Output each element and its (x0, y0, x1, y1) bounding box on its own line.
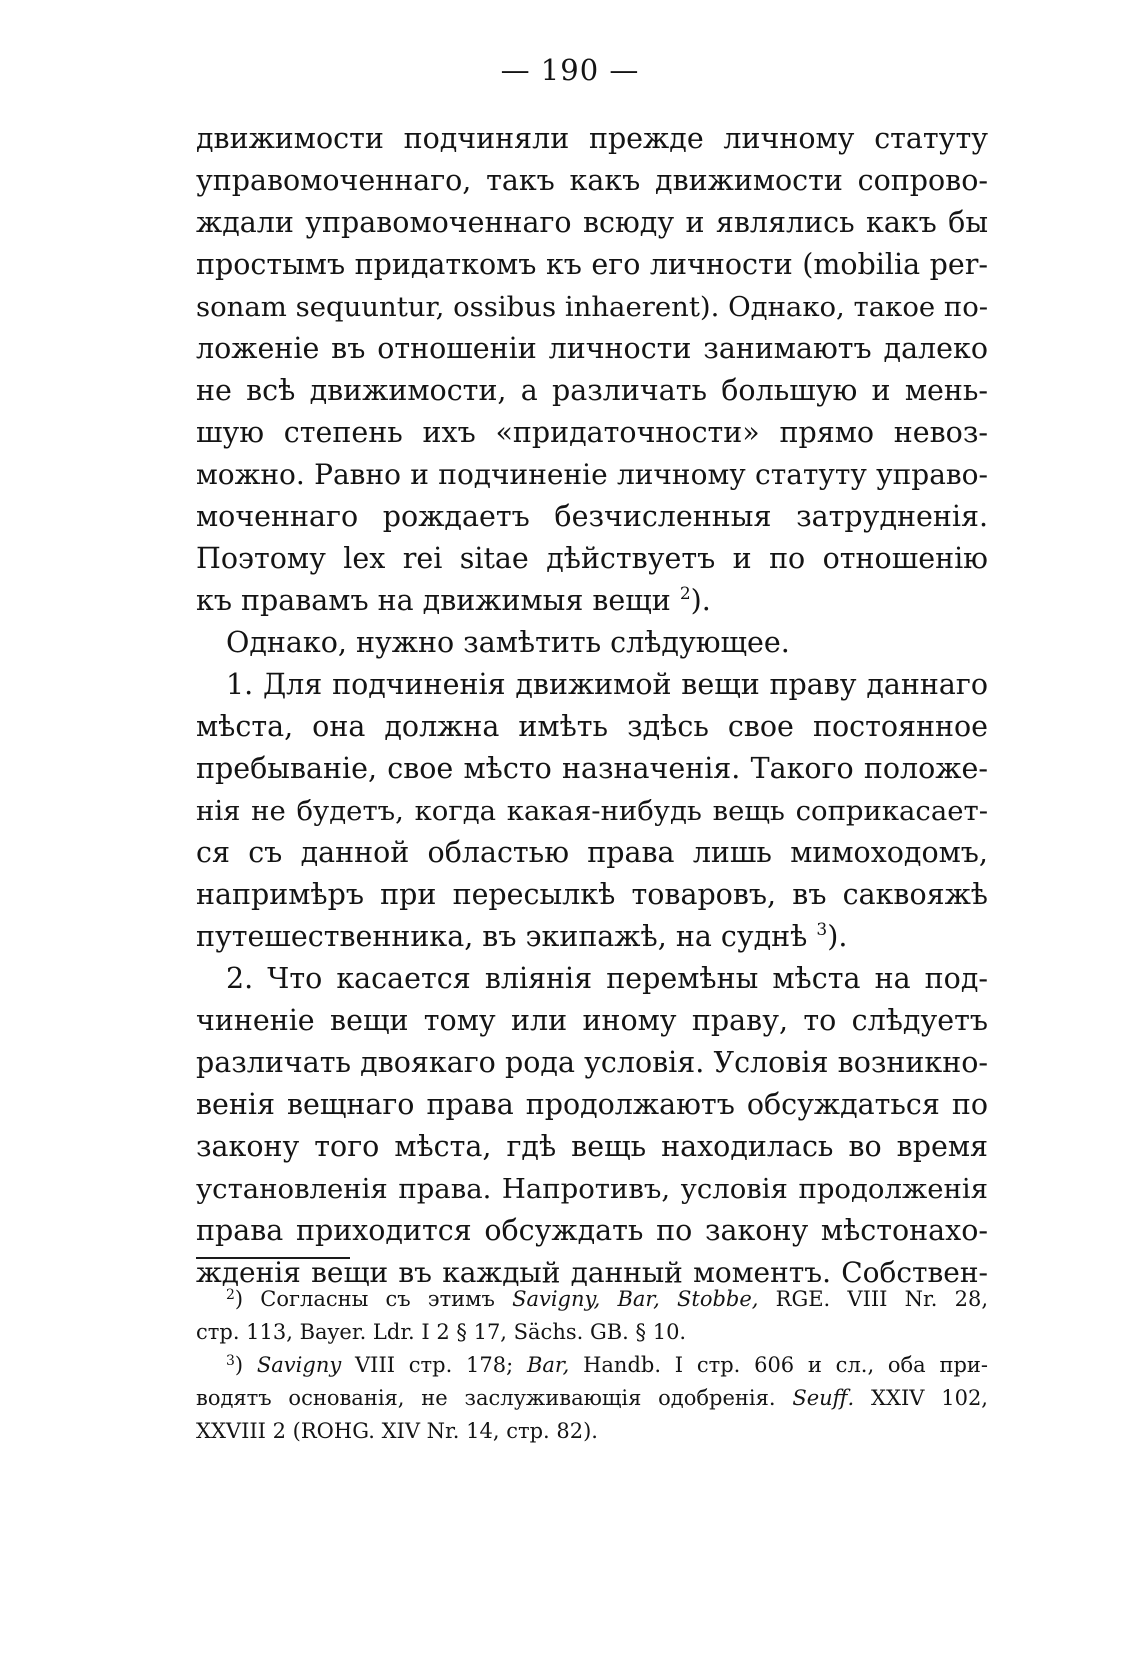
text-line: ся съ данной областью права лишь мимоходомъ, (196, 836, 988, 869)
author-name: Savigny (256, 1353, 342, 1377)
text-line: венія вещнаго права продолжаютъ обсуждаться по (196, 1088, 988, 1121)
footnote-mark: 2 (226, 1287, 235, 1303)
text-line: различать двоякаго рода условія. Условія возникно- (196, 1046, 988, 1079)
text-line: sonam sequuntur, ossibus inhaerent). Однако, такое по- (196, 291, 989, 323)
text-line: Однако, нужно замѣтить слѣдующее. (226, 626, 790, 659)
footnote-3 (196, 1349, 988, 1382)
author-name: Bar, (526, 1353, 570, 1377)
text-line (196, 916, 988, 958)
footnotes (196, 1283, 988, 1448)
text-span: Handb. I стр. 606 и сл., оба при- (569, 1353, 988, 1377)
text-line (196, 580, 988, 622)
text-line: ждали управомоченнаго всюду и являлись какъ бы (196, 206, 988, 239)
author-name: Seuff. (792, 1386, 855, 1410)
text-line: можно. Равно и подчиненіе личному статуту управо- (196, 458, 988, 491)
text-line: напримѣръ при пересылкѣ товаровъ, въ саквояжѣ (196, 878, 988, 911)
footnote-2-line: стр. 113, Bayer. Ldr. I 2 § 17, Sächs. GB. § 10. (196, 1320, 687, 1344)
text-line: пребываніе, свое мѣсто назначенія. Такого положе- (196, 752, 988, 785)
text-line: установленія права. Напротивъ, условія продолженія (196, 1173, 988, 1205)
text-line: движимости подчиняли прежде личному статуту (196, 122, 988, 155)
text-line: 2. Что касается вліянія перемѣны мѣста на под- (226, 962, 988, 995)
author-name: Savigny, (512, 1287, 601, 1311)
text-line: закону того мѣста, гдѣ вещь находилась во время (196, 1130, 988, 1163)
text-span: VIII стр. 178; (341, 1353, 527, 1377)
footnote-ref: 2 (679, 584, 691, 604)
text-span: водятъ основанія, не заслуживающія одобренія. (196, 1386, 793, 1410)
text-line: простымъ придаткомъ къ его личности (mobilia per- (196, 248, 988, 281)
text-line: шую степень ихъ «придаточности» прямо невоз- (196, 416, 988, 449)
text-line: Поэтому lex rei sitae дѣйствуетъ и по отношенію (196, 542, 988, 575)
text-span: ). (690, 584, 711, 617)
footnote-ref: 3 (816, 920, 828, 940)
author-name: Stobbe, (659, 1287, 759, 1311)
text-line: нія не будетъ, когда какая-нибудь вещь соприкасает- (196, 795, 988, 827)
text-line: права приходится обсуждать по закону мѣстонахо- (196, 1214, 988, 1247)
text-span: путешественника, въ экипажѣ, на суднѣ (196, 920, 808, 953)
text-line: моченнаго рождаетъ безчисленныя затрудненія. (196, 500, 988, 533)
text-line: управомоченнаго, такъ какъ движимости сопрово- (196, 164, 988, 197)
author-name: Bar, (600, 1287, 660, 1311)
text-line: чиненіе вещи тому или иному праву, то слѣдуетъ (196, 1004, 988, 1037)
text-line: 1. Для подчиненія движимой вещи праву даннаго (226, 668, 988, 701)
text-span: XXIV 102, (854, 1386, 988, 1410)
footnote-3-line: XXVIII 2 (ROHG. XIV Nr. 14, стр. 82). (196, 1419, 598, 1443)
text-line: не всѣ движимости, а различать большую и мень- (196, 374, 988, 407)
footnote-2 (196, 1283, 988, 1316)
text-span: ) (234, 1353, 257, 1377)
text-span: RGE. VIII Nr. 28, (758, 1287, 988, 1311)
main-text (196, 118, 988, 1294)
footnote-3-line (196, 1382, 988, 1415)
text-line: ложеніе въ отношеніи личности занимаютъ далеко (196, 332, 988, 365)
footnote-mark: 3 (226, 1353, 235, 1369)
text-line: жденія вещи въ каждый данный моментъ. Собствен- (196, 1256, 988, 1289)
page-number: — 190 — (500, 53, 640, 87)
footnote-divider (196, 1257, 350, 1259)
text-line: мѣста, она должна имѣть здѣсь свое постоянное (196, 710, 988, 743)
text-span: къ правамъ на движимыя вещи (196, 584, 671, 617)
text-span: ) Согласны съ этимъ (234, 1287, 513, 1311)
text-span: ). (827, 920, 848, 953)
